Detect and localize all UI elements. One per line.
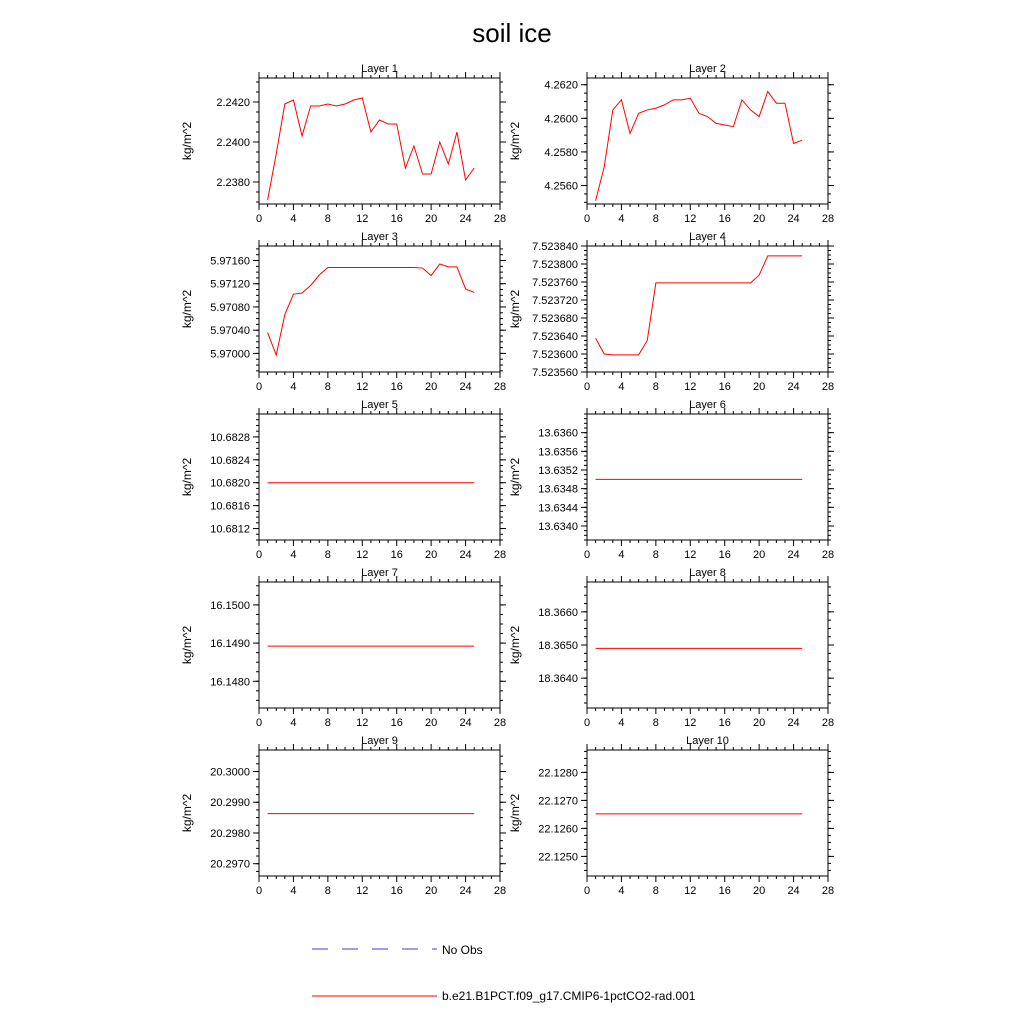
x-tick-label: 28 — [493, 381, 507, 393]
x-tick-label: 12 — [684, 381, 697, 393]
x-tick-label: 12 — [356, 381, 369, 393]
x-tick-label: 24 — [459, 717, 472, 729]
y-tick-label: 7.523760 — [532, 277, 578, 289]
x-tick-label: 4 — [618, 885, 625, 897]
y-tick-label: 5.97080 — [210, 301, 250, 314]
y-tick-label: 5.97000 — [210, 348, 250, 361]
x-tick-label: 0 — [255, 549, 263, 561]
y-tick-label: 13.6356 — [538, 446, 578, 459]
y-axis-label: kg/m^2 — [508, 121, 522, 161]
x-tick-label: 28 — [821, 885, 835, 897]
y-tick-label: 7.523560 — [532, 367, 578, 379]
x-tick-label: 28 — [821, 381, 835, 393]
x-tick-label: 20 — [425, 381, 438, 393]
x-tick-label: 28 — [493, 213, 507, 225]
x-tick-label: 20 — [753, 549, 766, 561]
y-tick-label: 2.2400 — [216, 137, 250, 149]
series-line — [596, 256, 803, 355]
y-tick-label: 7.523840 — [532, 241, 578, 253]
y-tick-label: 16.1500 — [210, 599, 250, 612]
y-tick-label: 18.3640 — [538, 673, 578, 686]
plot-frame — [587, 414, 828, 540]
y-tick-label: 5.97160 — [210, 255, 250, 268]
x-tick-label: 4 — [618, 717, 625, 729]
x-tick-label: 8 — [652, 549, 659, 561]
y-tick-label: 20.2980 — [210, 827, 250, 840]
y-tick-label: 10.6820 — [210, 477, 250, 490]
x-tick-label: 0 — [583, 885, 591, 897]
y-tick-label: 18.3650 — [538, 640, 578, 652]
x-tick-label: 8 — [652, 381, 659, 393]
x-tick-label: 8 — [324, 549, 331, 561]
x-tick-label: 28 — [821, 717, 835, 729]
panel-layer-2 — [508, 63, 834, 225]
legend-label-model-run: b.e21.B1PCT.f09_g17.CMIP6-1pctCO2-rad.001 — [442, 989, 696, 1003]
x-tick-label: 24 — [459, 549, 472, 561]
x-tick-label: 24 — [459, 885, 472, 897]
y-tick-label: 5.97120 — [210, 278, 250, 291]
x-tick-label: 16 — [390, 381, 403, 393]
y-axis-label: kg/m^2 — [508, 289, 522, 329]
x-tick-label: 0 — [583, 213, 591, 225]
y-tick-label: 4.2560 — [544, 180, 578, 193]
legend-item-no-obs — [312, 943, 483, 957]
y-axis-label: kg/m^2 — [508, 457, 522, 497]
x-tick-label: 28 — [821, 549, 835, 561]
plot-frame — [259, 414, 500, 540]
y-axis-label: kg/m^2 — [180, 289, 194, 329]
panel-title: Layer 1 — [361, 63, 398, 75]
y-tick-label: 7.523720 — [532, 295, 578, 307]
x-tick-label: 8 — [652, 213, 659, 225]
x-tick-label: 4 — [290, 213, 297, 225]
y-tick-label: 10.6816 — [210, 500, 250, 513]
y-tick-label: 13.6340 — [538, 521, 578, 533]
figure-title: soil ice — [472, 18, 552, 48]
panel-layer-4 — [508, 231, 834, 393]
y-tick-label: 4.2620 — [544, 79, 578, 92]
y-axis-label: kg/m^2 — [180, 121, 194, 161]
x-tick-label: 12 — [356, 549, 369, 561]
x-tick-label: 16 — [718, 381, 731, 393]
panel-layer-5 — [180, 399, 506, 561]
x-tick-label: 0 — [255, 717, 263, 729]
plot-frame — [259, 246, 500, 372]
legend — [312, 943, 696, 1003]
x-tick-label: 28 — [493, 549, 507, 561]
x-tick-label: 4 — [290, 549, 297, 561]
x-tick-label: 16 — [390, 213, 403, 225]
x-tick-label: 28 — [493, 717, 507, 729]
y-tick-label: 20.2990 — [210, 797, 250, 810]
x-tick-label: 16 — [718, 213, 731, 225]
y-tick-label: 10.6824 — [210, 454, 250, 467]
y-axis-label: kg/m^2 — [508, 625, 522, 665]
x-tick-label: 24 — [459, 381, 472, 393]
x-tick-label: 12 — [684, 549, 697, 561]
x-tick-label: 20 — [425, 885, 438, 897]
x-tick-label: 20 — [753, 213, 766, 225]
y-tick-label: 7.523680 — [532, 313, 578, 325]
x-tick-label: 16 — [390, 549, 403, 561]
x-tick-label: 16 — [390, 885, 403, 897]
y-tick-label: 13.6360 — [538, 427, 578, 440]
x-tick-label: 24 — [787, 213, 800, 225]
panel-layer-10 — [508, 735, 834, 897]
panel-title: Layer 6 — [689, 399, 726, 411]
y-tick-label: 13.6348 — [538, 483, 578, 496]
panel-title: Layer 9 — [361, 735, 398, 747]
panel-title: Layer 8 — [689, 567, 726, 579]
x-tick-label: 12 — [356, 717, 369, 729]
panel-layer-3 — [180, 231, 506, 393]
x-tick-label: 0 — [255, 213, 263, 225]
x-tick-label: 0 — [255, 381, 263, 393]
y-tick-label: 7.523800 — [532, 259, 578, 271]
x-tick-label: 8 — [324, 213, 331, 225]
x-tick-label: 20 — [753, 381, 766, 393]
y-tick-label: 13.6352 — [538, 465, 578, 477]
panel-title: Layer 2 — [689, 63, 726, 75]
x-tick-label: 16 — [718, 717, 731, 729]
plot-frame — [587, 582, 828, 708]
x-tick-label: 24 — [787, 549, 800, 561]
panel-layer-6 — [508, 399, 834, 561]
x-tick-label: 12 — [684, 717, 697, 729]
x-tick-label: 8 — [324, 885, 331, 897]
x-tick-label: 4 — [618, 381, 625, 393]
x-tick-label: 16 — [718, 885, 731, 897]
x-tick-label: 28 — [821, 213, 835, 225]
x-tick-label: 8 — [652, 717, 659, 729]
x-tick-label: 12 — [356, 213, 369, 225]
x-tick-label: 0 — [583, 717, 591, 729]
x-tick-label: 20 — [425, 213, 438, 225]
x-tick-label: 16 — [718, 549, 731, 561]
y-tick-label: 5.97040 — [210, 325, 250, 338]
x-tick-label: 4 — [290, 885, 297, 897]
plot-frame — [259, 750, 500, 876]
y-tick-label: 16.1480 — [210, 676, 250, 689]
panel-layer-1 — [180, 63, 506, 225]
x-tick-label: 12 — [356, 885, 369, 897]
x-tick-label: 8 — [652, 885, 659, 897]
panels — [180, 63, 834, 897]
y-axis-label: kg/m^2 — [180, 793, 194, 833]
y-axis-label: kg/m^2 — [180, 625, 194, 665]
x-tick-label: 20 — [425, 549, 438, 561]
y-tick-label: 16.1490 — [210, 638, 250, 651]
series-line — [268, 264, 475, 355]
x-tick-label: 0 — [583, 381, 591, 393]
x-tick-label: 24 — [787, 885, 800, 897]
y-tick-label: 7.523640 — [532, 331, 578, 343]
y-axis-label: kg/m^2 — [180, 457, 194, 497]
x-tick-label: 4 — [290, 717, 297, 729]
y-tick-label: 18.3660 — [538, 606, 578, 619]
x-tick-label: 12 — [684, 885, 697, 897]
plot-frame — [259, 78, 500, 204]
y-tick-label: 20.3000 — [210, 766, 250, 779]
panel-title: Layer 5 — [361, 399, 398, 411]
plot-frame — [587, 78, 828, 204]
legend-label-no-obs: No Obs — [442, 943, 483, 957]
panel-layer-7 — [180, 567, 506, 729]
x-tick-label: 20 — [753, 885, 766, 897]
series-line — [596, 91, 803, 200]
x-tick-label: 0 — [583, 549, 591, 561]
panel-layer-8 — [508, 567, 834, 729]
x-tick-label: 4 — [618, 549, 625, 561]
y-tick-label: 22.1260 — [538, 823, 578, 836]
legend-item-model-run — [312, 989, 696, 1003]
series-line — [268, 98, 475, 200]
y-axis-label: kg/m^2 — [508, 793, 522, 833]
x-tick-label: 24 — [787, 717, 800, 729]
y-tick-label: 2.2380 — [216, 177, 250, 189]
x-tick-label: 12 — [684, 213, 697, 225]
x-tick-label: 8 — [324, 381, 331, 393]
y-tick-label: 22.1250 — [538, 851, 578, 864]
y-tick-label: 4.2580 — [544, 146, 578, 159]
y-tick-label: 20.2970 — [210, 858, 250, 871]
x-tick-label: 24 — [787, 381, 800, 393]
y-tick-label: 2.2420 — [216, 97, 250, 109]
panel-title: Layer 3 — [361, 231, 398, 243]
y-tick-label: 7.523600 — [532, 349, 578, 361]
y-tick-label: 22.1270 — [538, 795, 578, 808]
y-tick-label: 22.1280 — [538, 767, 578, 780]
y-tick-label: 10.6828 — [210, 431, 250, 444]
y-tick-label: 4.2600 — [544, 113, 578, 126]
y-tick-label: 10.6812 — [210, 523, 250, 536]
panel-title: Layer 7 — [361, 567, 398, 579]
x-tick-label: 24 — [459, 213, 472, 225]
x-tick-label: 28 — [493, 885, 507, 897]
x-tick-label: 4 — [618, 213, 625, 225]
panel-title: Layer 10 — [686, 735, 729, 747]
plot-frame — [587, 750, 828, 876]
panel-layer-9 — [180, 735, 506, 897]
x-tick-label: 0 — [255, 885, 263, 897]
x-tick-label: 20 — [753, 717, 766, 729]
y-tick-label: 13.6344 — [538, 502, 578, 515]
plot-frame — [587, 246, 828, 372]
plot-frame — [259, 582, 500, 708]
x-tick-label: 20 — [425, 717, 438, 729]
x-tick-label: 16 — [390, 717, 403, 729]
x-tick-label: 8 — [324, 717, 331, 729]
panel-title: Layer 4 — [689, 231, 726, 243]
x-tick-label: 4 — [290, 381, 297, 393]
